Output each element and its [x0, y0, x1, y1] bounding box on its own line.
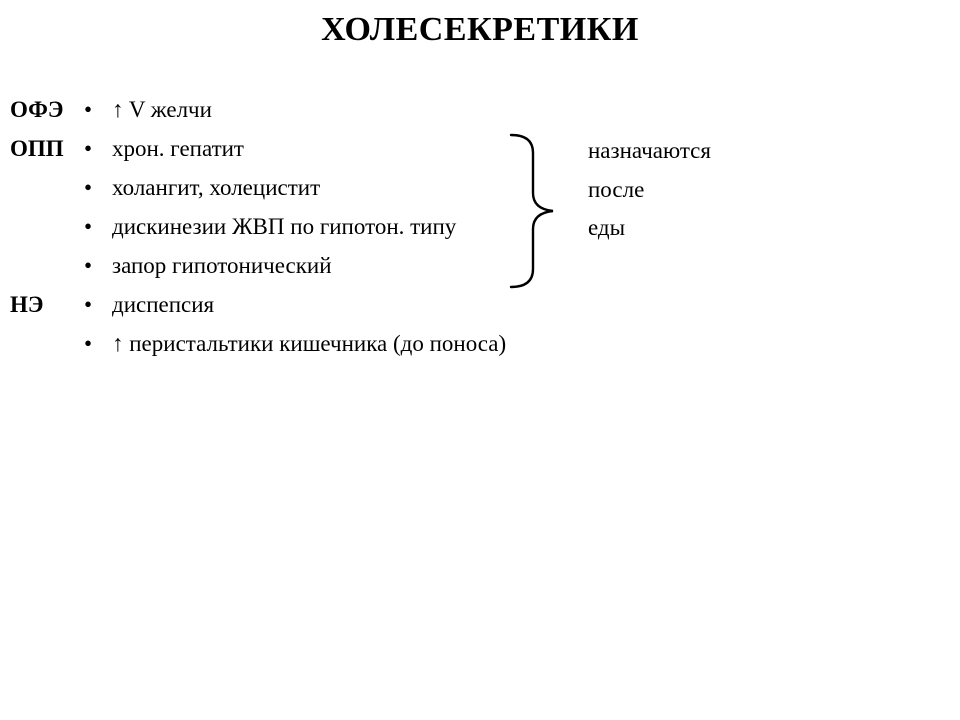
bullet-icon: • — [84, 292, 93, 317]
bullet-icon: • — [84, 175, 93, 200]
list-item-text: запор гипотонический — [112, 253, 332, 278]
side-note-line: еды — [588, 215, 626, 240]
bullet-icon: • — [84, 136, 93, 161]
side-note-line: назначаются — [588, 138, 711, 163]
side-note-line: после — [588, 177, 645, 202]
list-item-text: ↑ V желчи — [112, 97, 212, 122]
bullet-icon: • — [84, 253, 93, 278]
bullet-icon: • — [84, 214, 93, 239]
list-item-text: холангит, холецистит — [112, 175, 321, 200]
bullet-icon: • — [84, 331, 93, 356]
bullet-icon: • — [84, 97, 93, 122]
list-item-text: ↑ перистальтики кишечника (до поноса) — [112, 331, 507, 356]
list-item-text: хрон. гепатит — [112, 136, 244, 161]
page-title: ХОЛЕСЕКРЕТИКИ — [321, 11, 639, 48]
right-curly-brace-icon — [505, 131, 565, 291]
list-item-text: диспепсия — [112, 292, 215, 317]
section-label-opp: ОПП — [10, 136, 64, 161]
section-label-ne: НЭ — [10, 292, 44, 317]
list-item-text: дискинезии ЖВП по гипотон. типу — [112, 214, 457, 239]
section-label-ofe: ОФЭ — [10, 97, 64, 122]
